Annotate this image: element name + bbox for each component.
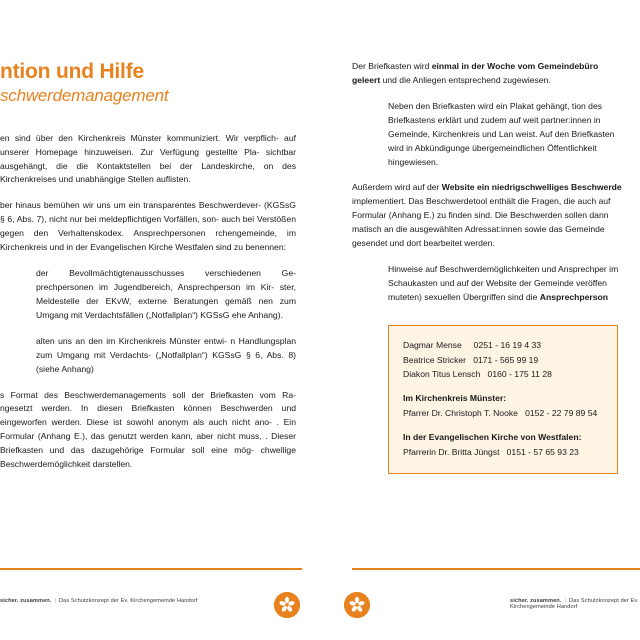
right-paragraph-4 [388,263,624,305]
footer-caption-text: Das Schutzkonzept der Ev. Kirchengemeinde Handorf [510,598,639,610]
page-subtitle: schwerdemanagement [0,86,169,106]
rp3-suffix: implementiert. Das Beschwerdetool enthält die Fragen, die auch auf Formular (Anhang E.) zu finden sind. Die Beschwerden sollen dann matisch an die ausgewählten Adressat:innen sowie das Gemeinde gesendet und dort bearbeitet werden. [352,196,611,249]
contact-box [388,325,618,474]
left-footer [0,568,320,640]
flower-logo-icon [344,592,370,618]
rp3-bold: Website ein niedrigschwelliges Beschwerde [441,182,622,193]
footer-brand: sicher. zusammen. [510,598,562,604]
footer-separator: | [54,598,57,604]
right-paragraph-3 [352,181,624,251]
right-footer [320,568,640,640]
flower-logo-icon [274,592,300,618]
contact-entry: Diakon Titus Lensch 0160 - 175 11 28 [403,369,552,380]
right-page [320,0,640,640]
page-title: ntion und Hilfe [0,60,144,83]
footer-brand: sicher. zusammen. [0,598,52,604]
rp4-prefix: Hinweise auf Beschwerdemöglichkeiten und Ansprechper im Schaukasten und auf der Website der Gemeinde veröffen muteten) sexuellen Übergriffen sind die [388,264,619,302]
footer-caption [0,598,198,604]
contact-group-title: In der Evangelischen Kirche von Westfalen: [403,431,582,442]
contact-entry: Pfarrer Dr. Christoph T. Nooke 0152 - 22 79 89 54 [403,407,598,418]
rp1-suffix: und die Anliegen entsprechend zugewiesen. [380,74,551,85]
rp1-mid: geleert [352,74,381,85]
footer-caption-text: Das Schutzkonzept der Ev. Kirchengemeinde Handorf [59,598,198,604]
contact-entry: Dagmar Mense 0251 - 16 19 4 33 [403,339,542,350]
footer-divider [0,568,302,570]
contact-entry: Beatrice Stricker 0171 - 565 99 19 [403,354,539,365]
rp1-bold: einmal in der Woche vom Gemeindebüro [431,61,599,71]
rp3-prefix: Außerdem wird auf der [352,182,442,193]
paragraph-4: alten uns an den im Kirchenkreis Münster entwi- n Handlungsplan zum Umgang mit Verdachts- („Notfallplan“) KGSsG § 6, Abs. 8) (siehe Anhang) [36,335,296,374]
contact-group-title: Im Kirchenkreis Münster: [403,393,507,404]
rp4-bold: Ansprechperson [539,291,609,302]
paragraph-2: ber hinaus bemühen wir uns um ein transparentes Beschwerdever- (KGSsG § 6, Abs. 7), nicht nur bei meldepflichtigen Vorfällen, son- auch bei Verstößen gegen den Verhaltenskodex. Ansprechpersonen rchengemeinde, im Kirchenkreis und in der Evangelischen Kirche Westfalen sind zu benennen: [0,200,296,253]
paragraph-3: der Bevollmächtigtenausschusses verschiedenen Ge- prechpersonen im Jugendbereich, Ansprechperson im Kir- ster, Meldestelle der EKvW, externe Beratungen gemäß nen zum Umgang mit Verdachtsfällen („Notfallplan“) KGSsG ehe Anhang). [36,268,296,320]
paragraph-5: s Format des Beschwerdemanagements soll der Briefkasten vom Ra- ngesetzt werden. In diesen Briefkasten können Beschwerden und eingeworfen werden. Diese ist sowohl anonym als auch nicht ano- . Ein Formular (Anhang E.), das genutzt werden kann, aber nicht muss, . Dieser Briefkasten und das dazugehörige Formular soll eine mög- chwellige Beschwerdemöglichkeit darstellen. [0,389,296,470]
right-paragraph-2: Neben den Briefkasten wird ein Plakat gehängt, tion des Briefkastens erklärt und zudem auf weit partner:innen in Gemeinde, Kirchenkreis und Lan weist. Auf den Briefkasten wird in Abkündigunge übergemeindlichen Öffentlichkeit hingewiesen. [388,100,615,167]
contact-entry: Pfarrerin Dr. Britta Jüngst 0151 - 57 65 93 23 [403,446,579,457]
paragraph-1: en sind über den Kirchenkreis Münster kommuniziert. Wir verpflich- auf unserer Homepage hinzuweisen. Zur Verfügung gestellte Pla- sichtbar ausgehängt, die die Kontaktstellen bei der Landeskirche, on des Kirchenkreises und unabhängige Stellen auflisten. [0,132,296,185]
footer-caption [510,598,640,610]
footer-separator: | [564,598,567,604]
rp1-prefix: Der Briefkasten wird [352,61,432,71]
right-paragraph-1 [352,60,624,88]
footer-divider [352,568,640,570]
